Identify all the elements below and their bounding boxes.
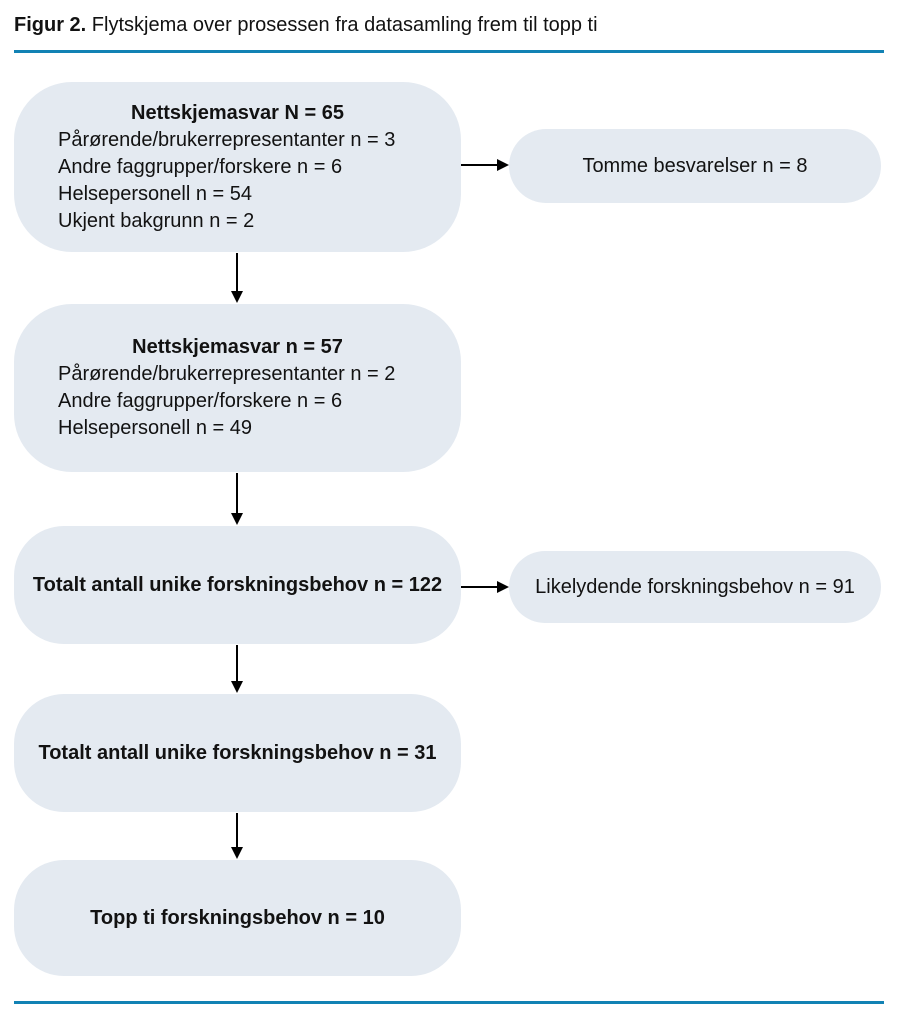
box-detail-line: Helsepersonell n = 49 <box>58 417 253 439</box>
box-detail-lines <box>14 361 461 442</box>
box-title: Nettskjemasvar N = 65 <box>131 101 344 124</box>
box-detail-line: Pårørende/brukerrepresentanter n = 2 <box>58 363 396 385</box>
top-rule <box>14 50 884 53</box>
figure-caption-label: Figur 2. <box>14 14 87 36</box>
figure-caption-text: Flytskjema over prosessen fra datasamling frem til topp ti <box>91 14 598 36</box>
arrow-right-icon <box>461 158 509 172</box>
box-detail-line: Pårørende/brukerrepresentanter n = 3 <box>58 128 396 151</box>
arrow-down-icon <box>230 473 244 525</box>
box-label: Totalt antall unike forskningsbehov n = 31 <box>38 741 437 764</box>
box-label: Totalt antall unike forskningsbehov n = 122 <box>32 573 443 596</box>
bottom-rule <box>14 1001 884 1004</box>
box-detail-lines <box>14 127 461 235</box>
flow-box-unike-forskningsbehov-122 <box>14 526 461 644</box>
flow-box-topp-ti-forskningsbehov <box>14 860 461 976</box>
box-label: Likelydende forskningsbehov n = 91 <box>535 575 855 598</box>
flow-box-nettskjemasvar-65 <box>14 82 461 252</box>
arrow-down-icon <box>230 813 244 859</box>
box-detail-line: Andre faggrupper/forskere n = 6 <box>58 155 343 178</box>
flow-box-tomme-besvarelser <box>509 129 881 203</box>
flow-box-nettskjemasvar-57 <box>14 304 461 472</box>
box-detail-line: Andre faggrupper/forskere n = 6 <box>58 390 343 412</box>
box-label: Topp ti forskningsbehov n = 10 <box>90 906 385 929</box>
flow-box-likelydende-forskningsbehov <box>509 551 881 623</box>
arrow-right-icon <box>461 580 509 594</box>
box-title: Nettskjemasvar n = 57 <box>132 336 343 358</box>
flow-box-unike-forskningsbehov-31 <box>14 694 461 812</box>
box-detail-line: Helsepersonell n = 54 <box>58 182 253 205</box>
arrow-down-icon <box>230 645 244 693</box>
box-detail-line: Ukjent bakgrunn n = 2 <box>58 209 255 232</box>
figure-caption <box>14 12 598 38</box>
box-label: Tomme besvarelser n = 8 <box>582 154 808 177</box>
arrow-down-icon <box>230 253 244 303</box>
